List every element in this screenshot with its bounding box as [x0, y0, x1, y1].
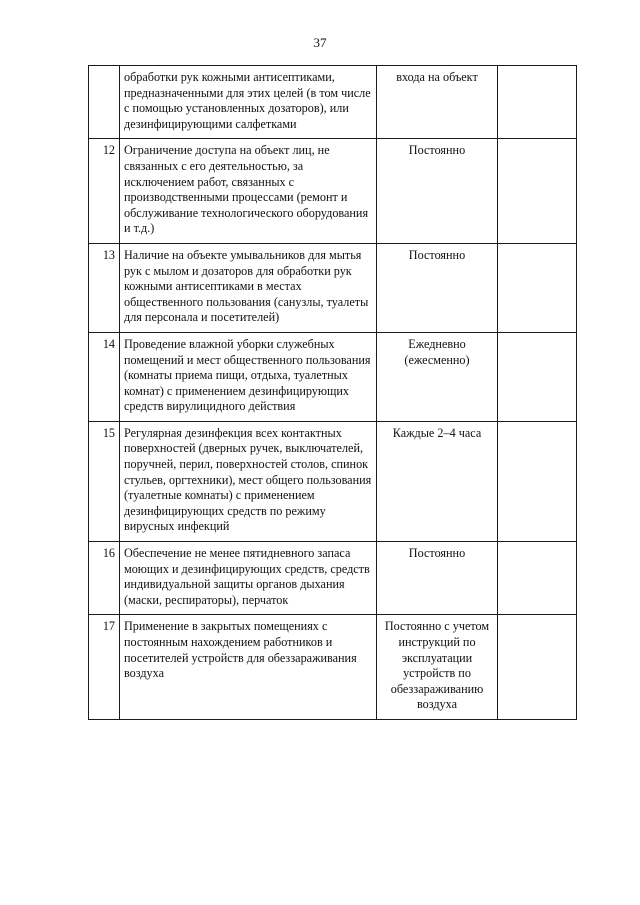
row-number-cell: 13: [89, 243, 120, 332]
extra-cell: [498, 139, 577, 244]
extra-cell: [498, 615, 577, 720]
extra-cell: [498, 542, 577, 615]
period-cell: Постоянно: [377, 243, 498, 332]
row-number-cell: 14: [89, 332, 120, 421]
table-row: [89, 243, 577, 332]
table-row: [89, 139, 577, 244]
page-number: 37: [313, 35, 327, 50]
row-number-cell: 15: [89, 421, 120, 541]
period-cell: Каждые 2–4 часа: [377, 421, 498, 541]
measure-cell: Регулярная дезинфекция всех контактных поверхностей (дверных ручек, выключателей, поручней, перил, поверхностей столов, спинок стульев, оргтехники), мест общего пользования (туалетные комнаты) с применением дезинфицирующих средств по режиму вирусных инфекций: [120, 421, 377, 541]
measures-table: [88, 65, 577, 720]
measure-cell: Проведение влажной уборки служебных помещений и мест общественного пользования (комнаты приема пищи, отдыха, туалетных комнат) с применением дезинфицирующих средств вирулицидного действия: [120, 332, 377, 421]
extra-cell: [498, 66, 577, 139]
table-row: [89, 332, 577, 421]
period-cell: Постоянно: [377, 139, 498, 244]
measure-cell: Наличие на объекте умывальников для мытья рук с мылом и дозаторов для обработки рук кожными антисептиками в местах общественного пользования (санузлы, туалеты для персонала и посетителей): [120, 243, 377, 332]
measure-cell: Обеспечение не менее пятидневного запаса моющих и дезинфицирующих средств, средств индивидуальной защиты органов дыхания (маски, респираторы), перчаток: [120, 542, 377, 615]
period-cell: входа на объект: [377, 66, 498, 139]
row-number-cell: 17: [89, 615, 120, 720]
extra-cell: [498, 332, 577, 421]
extra-cell: [498, 243, 577, 332]
measure-cell: Применение в закрытых помещениях с постоянным нахождением работников и посетителей устройств для обеззараживания воздуха: [120, 615, 377, 720]
period-cell: Постоянно: [377, 542, 498, 615]
row-number-cell: [89, 66, 120, 139]
row-number-cell: 16: [89, 542, 120, 615]
table-row: [89, 615, 577, 720]
table-row: [89, 421, 577, 541]
period-cell: Постоянно с учетом инструкций по эксплуатации устройств по обеззараживанию воздуха: [377, 615, 498, 720]
table-row: [89, 66, 577, 139]
row-number-cell: 12: [89, 139, 120, 244]
extra-cell: [498, 421, 577, 541]
measure-cell: Ограничение доступа на объект лиц, не связанных с его деятельностью, за исключением работ, связанных с производственными процессами (ремонт и обслуживание технологического оборудования и т.д.): [120, 139, 377, 244]
period-cell: Ежедневно (ежесменно): [377, 332, 498, 421]
table-row: [89, 542, 577, 615]
measure-cell: обработки рук кожными антисептиками, предназначенными для этих целей (в том числе с помощью установленных дозаторов), или дезинфицирующими салфетками: [120, 66, 377, 139]
